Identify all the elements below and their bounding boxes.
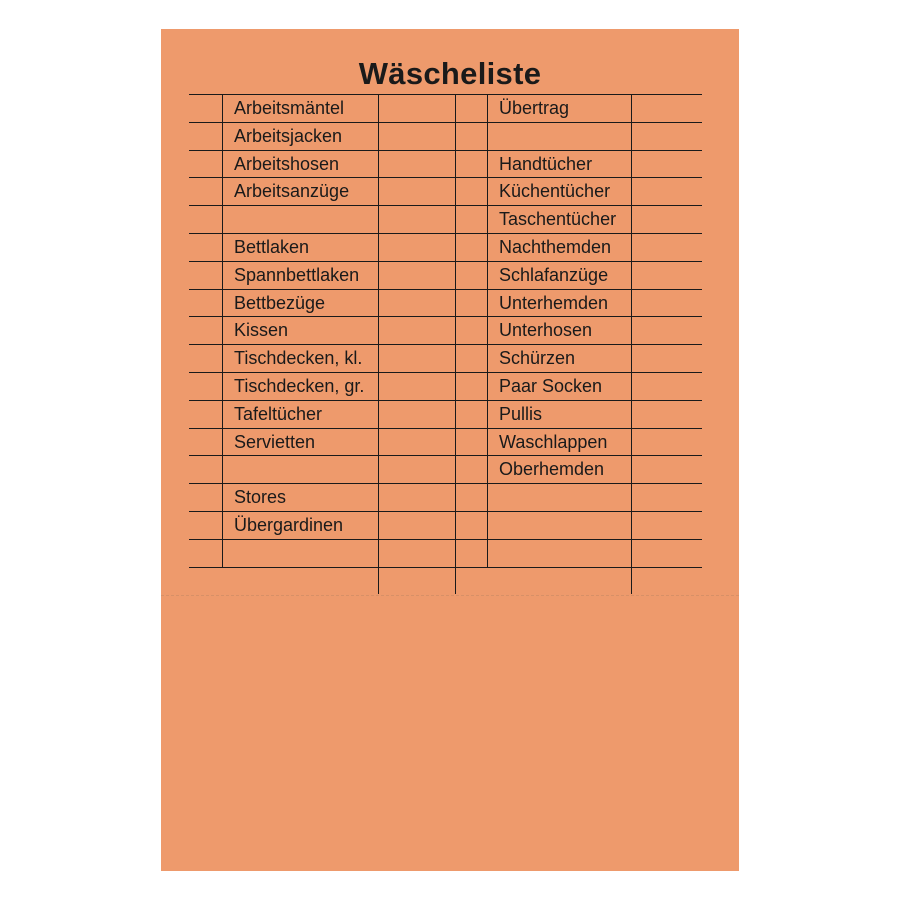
- item-label-right: Küchentücher: [499, 181, 611, 202]
- row-rule: [189, 539, 702, 540]
- item-label-left: Kissen: [234, 320, 289, 341]
- item-label-right: Paar Socken: [499, 376, 603, 396]
- column-rule: [631, 94, 632, 594]
- row-rule: [189, 205, 702, 206]
- row-rule: [189, 177, 702, 178]
- row-rule: [189, 344, 702, 345]
- item-label-left: Stores: [234, 487, 287, 508]
- item-label-left: Tischdecken, kl.: [234, 348, 363, 369]
- item-label-left: Tischdecken, gr.: [234, 376, 365, 396]
- item-label-left: Arbeitsanzüge: [234, 181, 350, 202]
- row-rule: [189, 428, 702, 429]
- form-title: Wäscheliste: [358, 56, 542, 91]
- item-label-left: Bettbezüge: [234, 292, 326, 313]
- column-rule: [487, 94, 488, 567]
- fold-line: [161, 595, 739, 596]
- item-label-right: Pullis: [499, 403, 543, 424]
- row-rule: [189, 122, 702, 123]
- row-rule: [189, 455, 702, 456]
- item-label-left: Arbeitsjacken: [234, 125, 343, 146]
- laundry-list-form: [161, 29, 739, 871]
- row-rule: [189, 400, 702, 401]
- form-grid: [161, 29, 739, 871]
- column-rule: [378, 94, 379, 594]
- row-rule: [189, 483, 702, 484]
- item-label-right: Übertrag: [499, 98, 570, 118]
- item-label-left: Tafeltücher: [234, 403, 323, 424]
- item-label-left: Servietten: [234, 431, 316, 452]
- row-rule: [189, 233, 702, 234]
- item-label-right: Unterhemden: [499, 292, 609, 313]
- item-label-right: Nachthemden: [499, 237, 612, 257]
- row-rule: [189, 289, 702, 290]
- column-rule: [222, 94, 223, 567]
- row-rule: [189, 567, 702, 568]
- item-label-right: Waschlappen: [499, 431, 608, 452]
- row-rule: [189, 94, 702, 95]
- item-label-right: Schürzen: [499, 348, 576, 369]
- row-rule: [189, 316, 702, 317]
- item-label-left: Spannbettlaken: [234, 264, 360, 285]
- item-label-right: Schlafanzüge: [499, 264, 609, 285]
- row-rule: [189, 372, 702, 373]
- item-label-left: Bettlaken: [234, 237, 310, 257]
- item-label-left: Arbeitshosen: [234, 153, 340, 174]
- item-label-left: Übergardinen: [234, 515, 344, 535]
- row-rule: [189, 511, 702, 512]
- item-label-right: Taschentücher: [499, 209, 617, 230]
- item-label-right: Handtücher: [499, 153, 593, 174]
- item-label-right: Oberhemden: [499, 459, 605, 480]
- row-rule: [189, 150, 702, 151]
- column-rule: [455, 94, 456, 594]
- item-label-left: Arbeitsmäntel: [234, 98, 345, 118]
- item-label-right: Unterhosen: [499, 320, 593, 341]
- row-rule: [189, 261, 702, 262]
